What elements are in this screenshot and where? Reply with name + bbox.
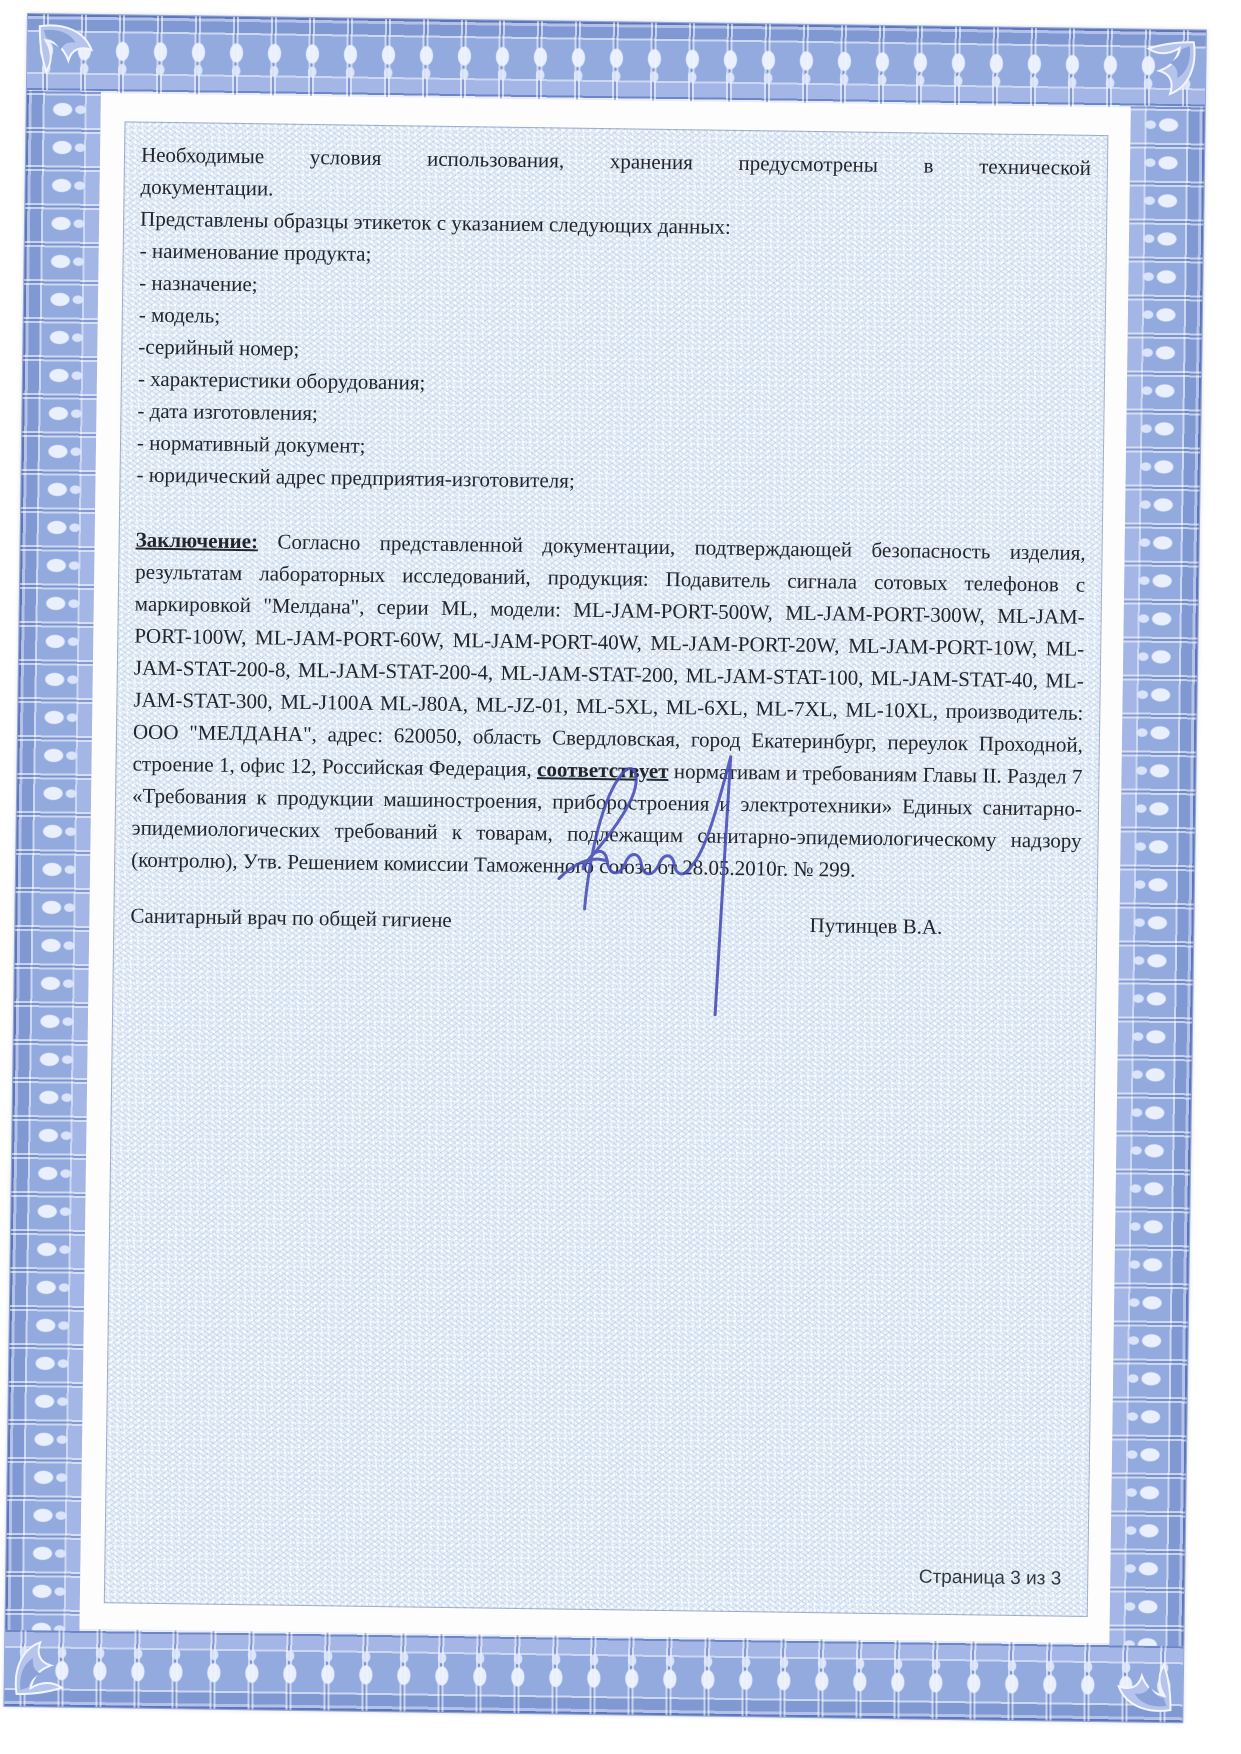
corner-ornament-icon [1113,1652,1176,1715]
conclusion-paragraph [131,524,1086,889]
signature-row [130,900,1080,945]
corner-ornament-icon [34,21,97,84]
label-item: - юридический адрес предприятия-изготовителя; [136,462,575,493]
corner-ornament-icon [1136,36,1199,99]
page-indicator: Страница 3 из 3 [918,1566,1062,1590]
labels-list [136,235,1089,504]
paper-margin [79,93,1130,1643]
label-item: - назначение; [139,270,258,297]
intro-paragraph-line2: документации. [140,174,274,201]
guilloche-border [28,14,1206,30]
signer-name: Путинцев В.А. [809,913,943,939]
label-item: - наименование продукта; [139,238,372,266]
conclusion-text-after: нормативам и требованиям Главы II. Раздел 7 «Требования к продукции машиностроения, приборостроения и электротехники» Единых санитарно-эпидемиологических требований к товарам, подлежащим санитарно-эпидемиологическому надзору (контролю), Утв. Решением комиссии Таможенного союза от 28.05.2010г. № 299. [131,759,1083,882]
signer-role: Санитарный врач по общей гигиене [130,903,452,933]
label-item: - дата изготовления; [137,398,318,426]
document-body [104,121,1109,1617]
corner-ornament-icon [11,1637,74,1700]
border-band-bottom [4,1628,1183,1722]
conclusion-text-before: Согласно представленной документации, подтверждающей безопасность изделия, результатам лабораторных исследований, продукция: Подавитель сигнала сотовых телефонов с маркировкой "Мелдана", серии ML, модели: ML-JAM-PORT-500W, ML-JAM-PORT-300W, ML-JAM-PORT-100W, ML-JAM-PORT-60W, ML-JAM-PORT-40W, ML-JAM-PORT-20W, ML-JAM-PORT-10W, ML-JAM-STAT-200-8, ML-JAM-STAT-200-4, ML-JAM-STAT-200, ML-JAM-STAT-100, ML-JAM-STAT-40, ML-JAM-STAT-300, ML-J100A ML-J80A, ML-JZ-01, ML-5XL, ML-6XL, ML-7XL, ML-10XL, производитель: ООО "МЕЛДАНА", адрес: 620050, область Свердловская, город Екатеринбург, переулок Проходной, строение 1, офис 12, Российская Федерация, [132,529,1086,782]
label-item: - модель; [138,302,221,328]
conclusion-lead: Заключение: [135,527,259,554]
labels-heading: Представлены образцы этикеток с указанием следующих данных: [139,206,731,239]
conclusion-emphasis: соответствует [536,757,669,784]
label-item: - нормативный документ; [136,430,366,458]
intro-paragraph-line1: Необходимые условия использования, хранения предусмотрены в технической [140,142,1092,180]
label-item: -серийный номер; [138,334,300,361]
label-item: - характеристики оборудования; [137,366,426,395]
certificate-page [4,14,1206,1722]
